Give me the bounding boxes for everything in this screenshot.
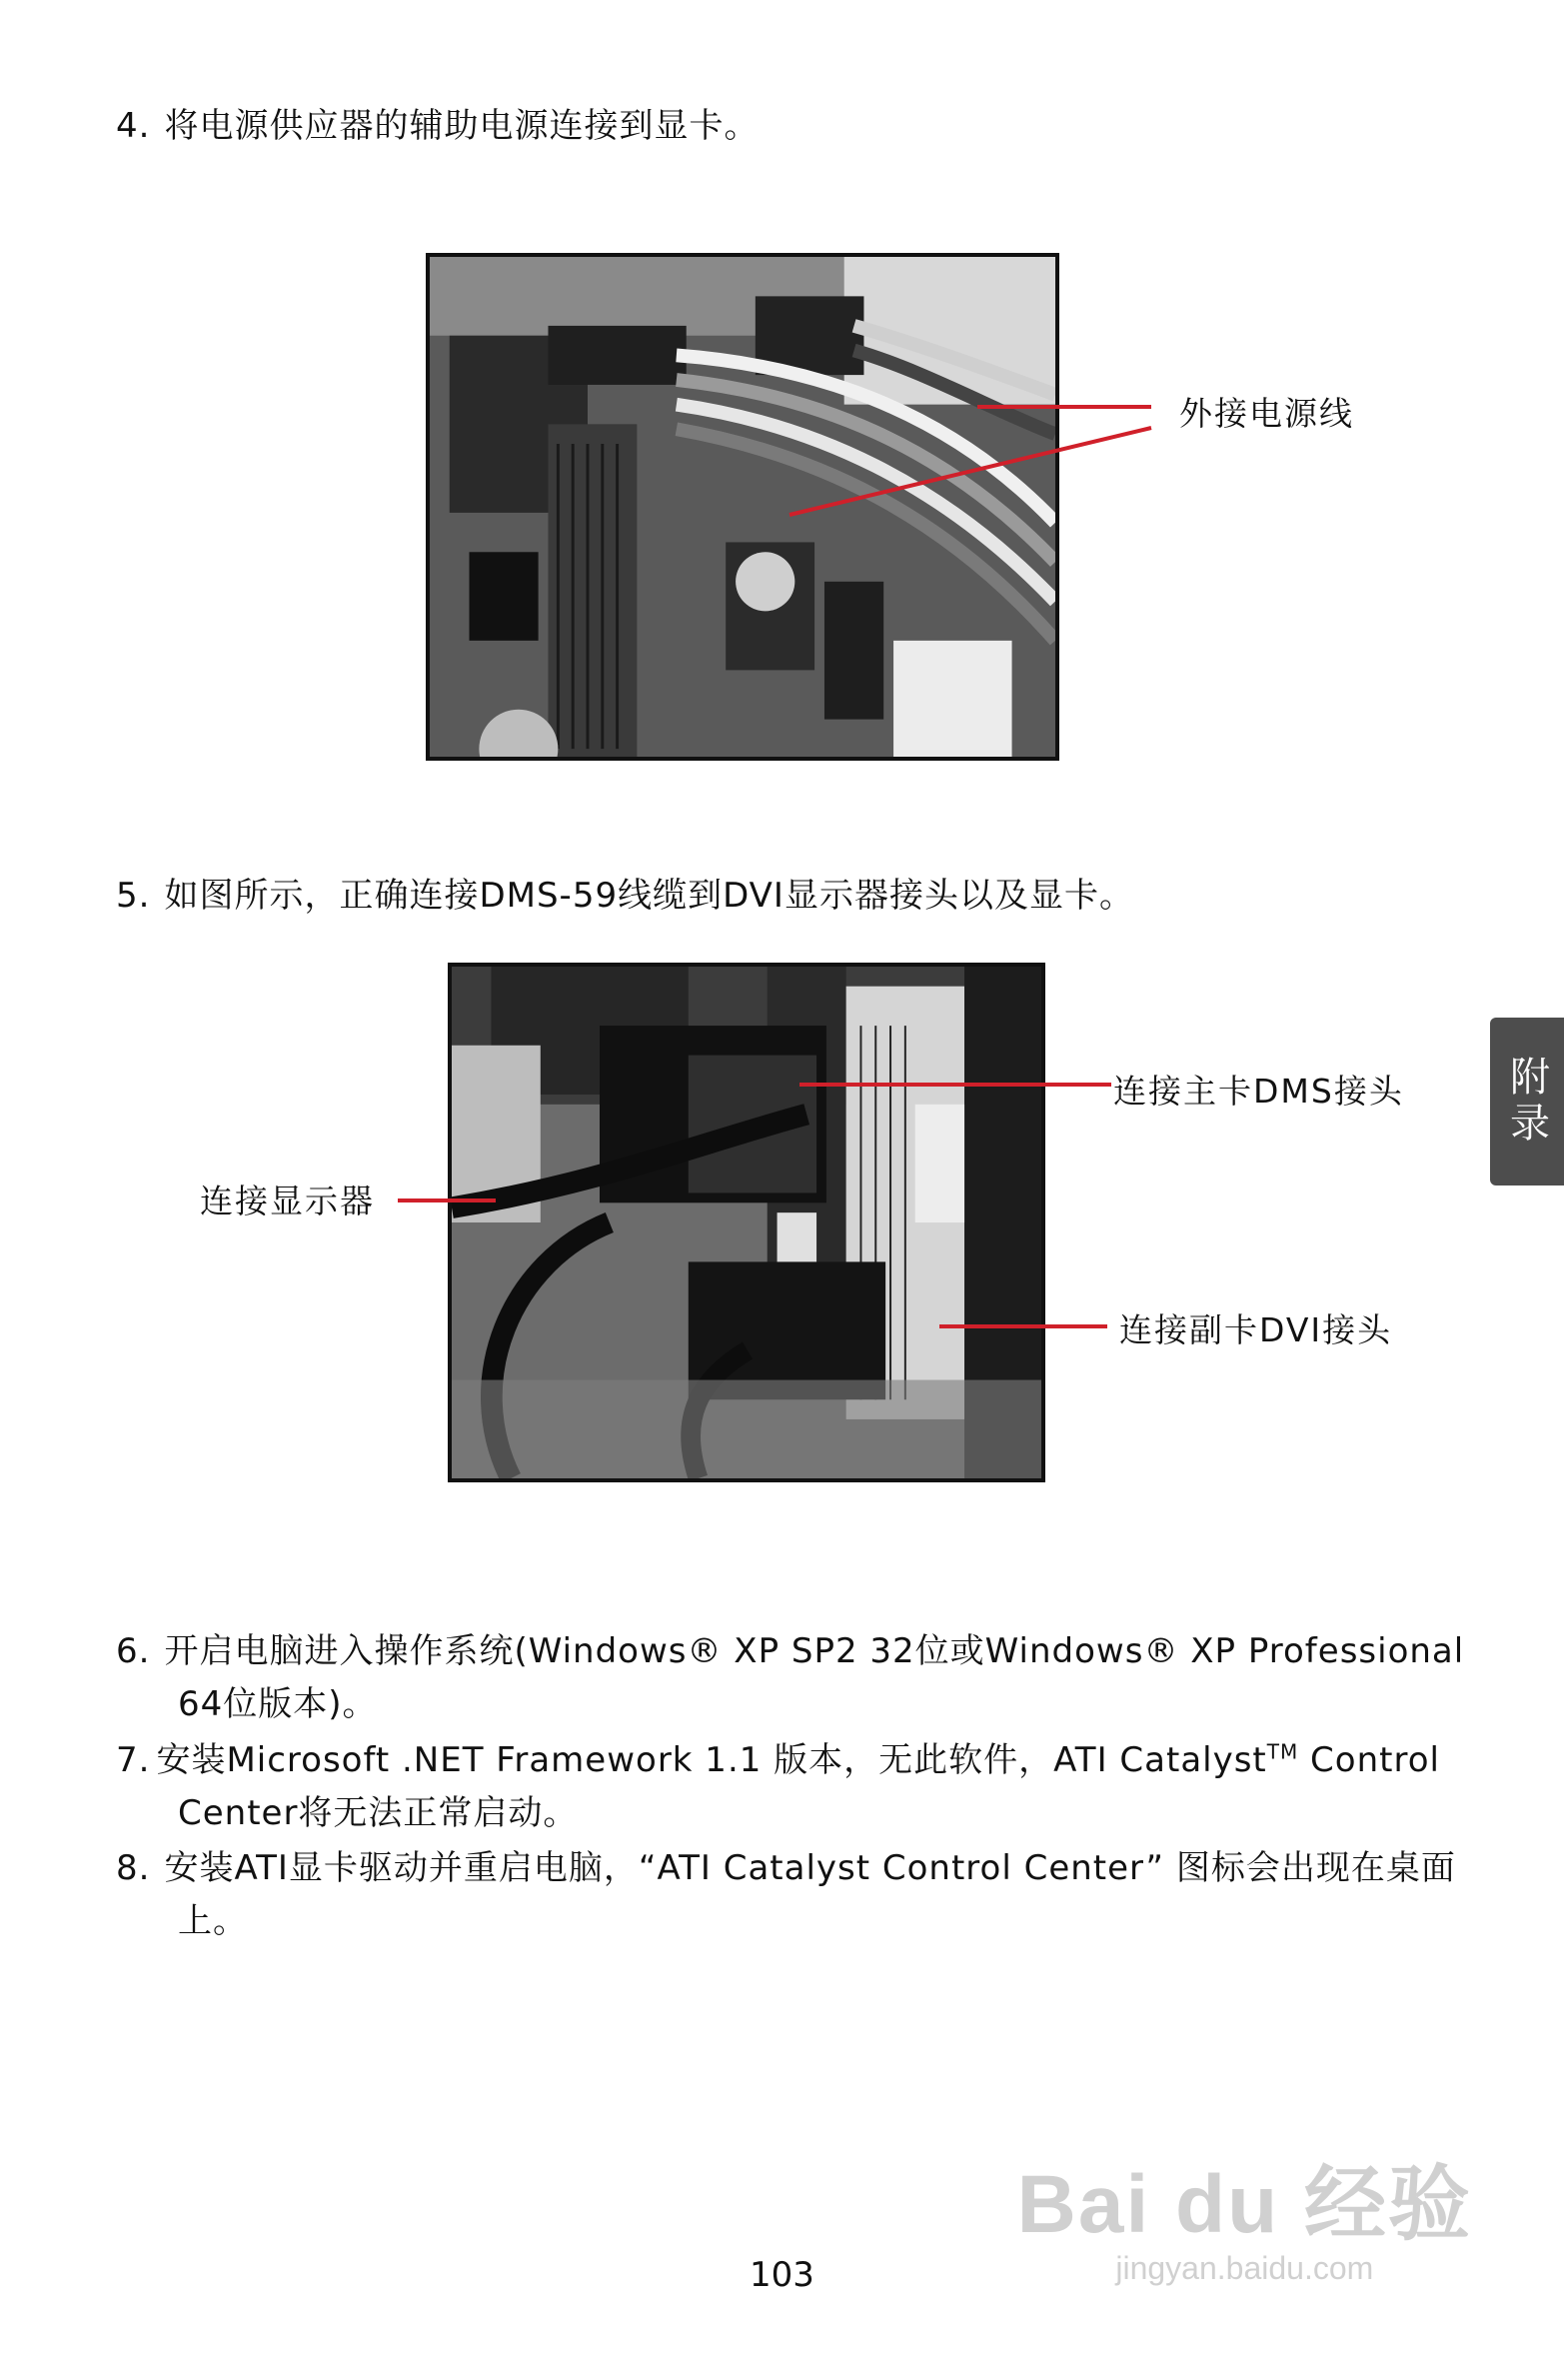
- step-text-continued: Center将无法正常启动。: [178, 1792, 579, 1833]
- step-4: [116, 100, 759, 153]
- callout-external-power-cable: 外接电源线: [1179, 394, 1354, 433]
- step-text: 安装Microsoft .NET Framework 1.1 版本，无此软件，ATI Catalyst: [156, 1740, 1267, 1780]
- appendix-side-tab: [1490, 1018, 1564, 1186]
- step-number: 8.: [116, 1848, 151, 1888]
- page-number: 103: [750, 2255, 814, 2295]
- step-text: 如图所示，正确连接DMS-59线缆到DVI显示器接头以及显卡。: [164, 876, 1134, 916]
- callout-sub-card-dvi: 连接副卡DVI接头: [1119, 1310, 1393, 1349]
- callout-main-card-dms: 连接主卡DMS接头: [1113, 1072, 1404, 1111]
- step-number: 7.: [116, 1740, 151, 1780]
- watermark-url: jingyan.baidu.com: [1115, 2250, 1374, 2286]
- step-number: 5.: [116, 876, 151, 916]
- step-6: [116, 1625, 1464, 1730]
- step-text: 将电源供应器的辅助电源连接到显卡。: [164, 106, 760, 146]
- baidu-watermark: [1017, 2139, 1472, 2287]
- step-text-continued: 上。: [178, 1900, 248, 1941]
- step-text-tail: Control: [1298, 1740, 1440, 1780]
- watermark-logo-text: Bai du 经验: [1016, 2159, 1472, 2250]
- step-text: 开启电脑进入操作系统(Windows® XP SP2 32位或Windows® XP Professional: [164, 1631, 1465, 1671]
- trademark-mark: TM: [1266, 1739, 1299, 1764]
- callout-monitor: 连接显示器: [200, 1182, 375, 1220]
- step-text-continued: 64位版本)。: [178, 1683, 378, 1724]
- step-8: [116, 1842, 1456, 1947]
- power-cable-photo: [426, 253, 1059, 761]
- step-text: 安装ATI显卡驱动并重启电脑，“ATI Catalyst Control Center” 图标会出现在桌面: [164, 1848, 1456, 1888]
- step-7: [116, 1734, 1440, 1839]
- dms-cable-photo: [448, 963, 1045, 1482]
- step-number: 6.: [116, 1631, 151, 1671]
- step-number: 4.: [116, 106, 151, 146]
- step-5: [116, 870, 1134, 923]
- appendix-tab-label: 附录: [1503, 1056, 1550, 1148]
